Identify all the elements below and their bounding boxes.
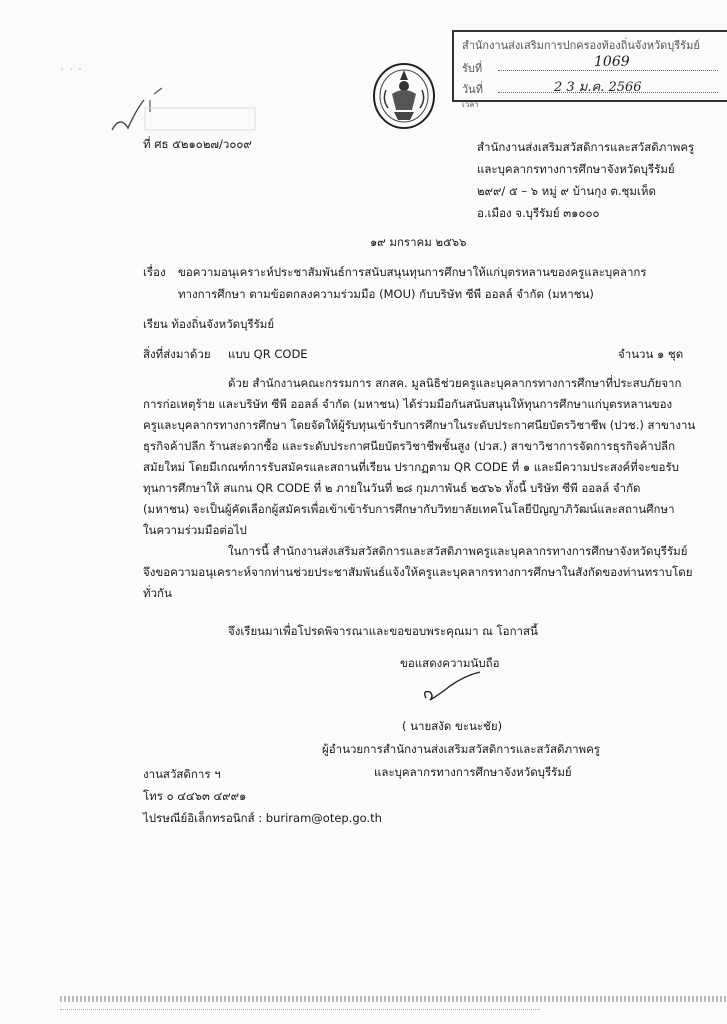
scan-border-line (60, 1009, 540, 1011)
subject-line-2: ทางการศึกษา ตามข้อตกลงความร่วมมือ (MOU) กับบริษัท ซีพี ออลล์ จำกัด (มหาชน) (178, 287, 594, 301)
stamp-time-label: เวลา (462, 100, 479, 109)
salutation: เรียน ท้องถิ่นจังหวัดบุรีรัมย์ (143, 317, 275, 331)
sender-line-4: อ.เมือง จ.บุรีรัมย์ ๓๑๐๐๐ (477, 206, 600, 220)
sender-line-3: ๒๙๙/ ๕ – ๖ หมู่ ๙ บ้านกุง ต.ชุมเห็ด (477, 184, 656, 198)
signer-position-2: และบุคลากรทางการศึกษาจังหวัดบุรีรัมย์ (374, 765, 572, 779)
enclosure-label: สิ่งที่ส่งมาด้วย (143, 347, 211, 361)
para1-line-7: (มหาชน) จะเป็นผู้คัดเลือกผู้สมัครเพื่อเข้าเข้ารับการศึกษากับวิทยาลัยเทคโนโลยีปัญญาภิวัฒน์และสถานศึกษา (143, 502, 675, 516)
para1-line-8: ในความร่วมมือต่อไป (143, 523, 247, 537)
department: งานสวัสดิการ ฯ (143, 767, 221, 781)
para1-line-3: ครูและบุคลากรทางการศึกษา โดยจัดให้ผู้รับทุนเข้ารับการศึกษาในระดับประกาศนียบัตรวิชาชีพ (ปวช.) สาขางาน (143, 418, 696, 432)
email: ไปรษณีย์อิเล็กทรอนิกส์ : buriram@otep.go.th (143, 811, 382, 825)
para2-line-1: ในการนี้ สำนักงานส่งเสริมสวัสดิการและสวัสดิภาพครูและบุคลากรทางการศึกษาจังหวัดบุรีรัมย์ (228, 544, 688, 558)
signer-name: ( นายสงัด ขะนะชัย) (402, 719, 503, 733)
signer-position-1: ผู้อำนวยการสำนักงานส่งเสริมสวัสดิการและสวัสดิภาพครู (322, 742, 600, 756)
sender-line-1: สำนักงานส่งเสริมสวัสดิการและสวัสดิภาพครู (477, 140, 695, 154)
faded-signature-mark (110, 70, 270, 140)
stamp-date-label: วันที่ (462, 83, 483, 96)
phone: โทร ๐ ๔๔๖๓ ๔๙๙๑ (143, 789, 247, 803)
receiving-stamp (452, 30, 727, 109)
subject-line-1: ขอความอนุเคราะห์ประชาสัมพันธ์การสนับสนุนทุนการศึกษาให้แก่บุตรหลานของครูและบุคลากร (178, 265, 647, 279)
letter-date: ๑๙ มกราคม ๒๕๖๖ (370, 235, 467, 249)
para1-line-1: ด้วย สำนักงานคณะกรรมการ สกสค. มูลนิธิช่วยครูและบุคลากรทางการศึกษาที่ประสบภัยจาก (228, 376, 682, 390)
enclosure-item: แบบ QR CODE (228, 347, 308, 361)
enclosure-quantity: จำนวน ๑ ชุด (618, 347, 684, 361)
stamp-date-value: 2 3 ม.ค. 2566 (554, 80, 642, 95)
closing-sentence: จึงเรียนมาเพื่อโปรดพิจารณาและขอขอบพระคุณมา ณ โอกาสนี้ (228, 624, 538, 638)
para1-line-2: การก่อเหตุร้าย และบริษัท ซีพี ออลล์ จำกัด (มหาชน) ได้ร่วมมือกันสนับสนุนให้ทุนการศึกษาแก่บุตรหลานของ (143, 397, 673, 411)
scan-border-dots (60, 996, 727, 1002)
reference-number: ที่ ศธ ๕๒๑๐๒๗/ว๐๐๙ (143, 137, 252, 151)
subject-label: เรื่อง (143, 265, 166, 279)
para1-line-6: ทุนการศึกษาให้ สแกน QR CODE ที่ ๒ ภายในวันที่ ๒๘ กุมภาพันธ์ ๒๕๖๖ ทั้งนี้ บริษัท ซีพี ออลล์ จำกัด (143, 481, 641, 495)
sender-line-2: และบุคลากรทางการศึกษาจังหวัดบุรีรัมย์ (477, 162, 675, 176)
para1-line-5: สมัยใหม่ โดยมีเกณฑ์การรับสมัครและสถานที่เรียน ปรากฏตาม QR CODE ที่ ๑ และมีความประสงค์ที่จะขอรับ (143, 460, 679, 474)
garuda-emblem (370, 60, 438, 130)
handwritten-signature (420, 668, 500, 708)
stamp-recv-label: รับที่ (462, 62, 483, 75)
para1-line-4: ธุรกิจค้าปลีก ร้านสะดวกซื้อ และระดับประกาศนียบัตรวิชาชีพชั้นสูง (ปวส.) สาขาวิชาการจัดการธุรกิจค้าปลีก (143, 439, 676, 453)
para2-line-3: ทั่วกัน (143, 586, 172, 600)
stamp-office: สำนักงานส่งเสริมการปกครองท้องถิ่นจังหวัดบุรีรัมย์ (462, 39, 700, 52)
para2-line-2: จึงขอความอนุเคราะห์จากท่านช่วยประชาสัมพันธ์แจ้งให้ครูและบุคลากรทางการศึกษาในสังกัดของท่านทราบโดย (143, 565, 693, 579)
faded-mark: · · · (60, 62, 83, 78)
stamp-recv-line (498, 70, 718, 71)
stamp-recv-no: 1069 (594, 54, 630, 70)
regards: ขอแสดงความนับถือ (400, 656, 500, 670)
